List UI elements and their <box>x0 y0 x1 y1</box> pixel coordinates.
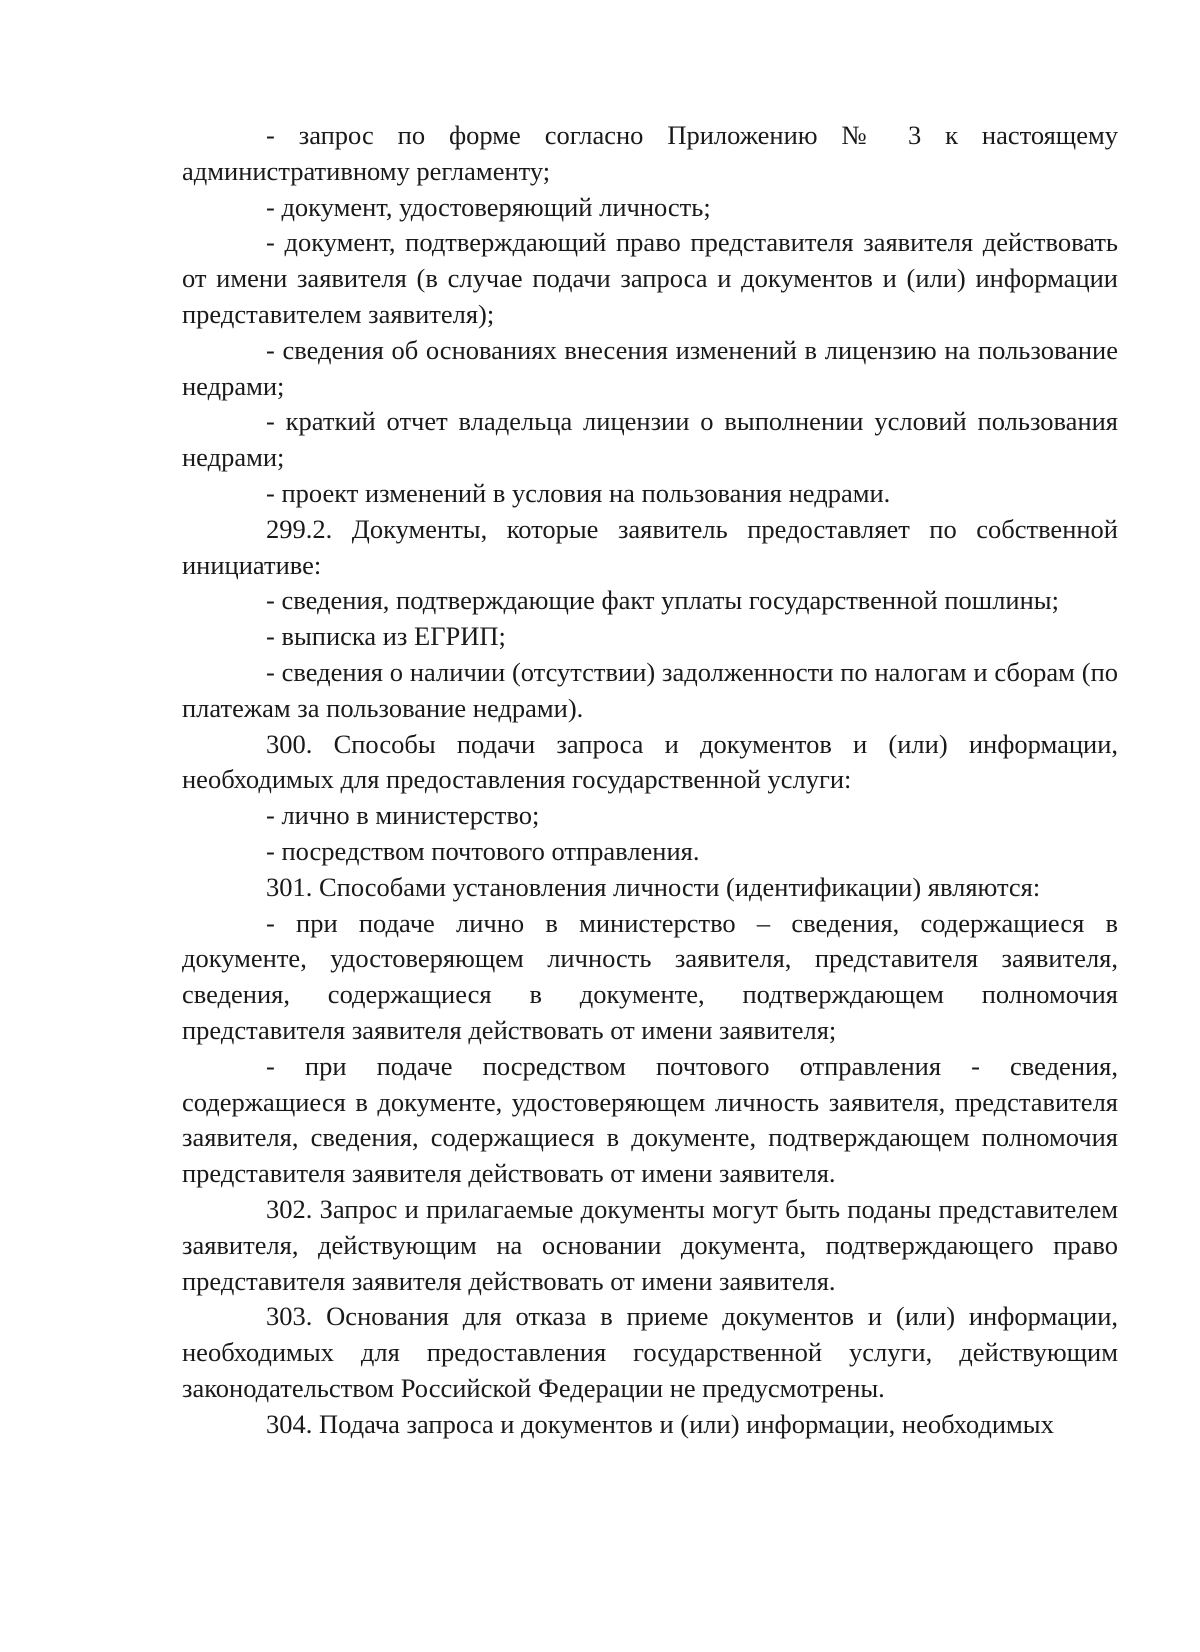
list-item-identification-in-person: - при подаче лично в министерство – сведения, содержащиеся в документе, удостоверяющем личность заявителя, представителя заявителя, сведения, содержащиеся в документе, подтверждающем полномочия представителя заявителя действовать от имени заявителя; <box>182 907 1118 1045</box>
list-item-egrip-extract: - выписка из ЕГРИП; <box>266 621 506 652</box>
section-301: 301. Способами установления личности (идентификации) являются: <box>266 871 1041 902</box>
section-303: 303. Основания для отказа в приеме документов и (или) информации, необходимых для предоставления государственной услуги, действующим законодательством Российской Федерации не предусмотрены. <box>182 1301 1118 1403</box>
section-299-2: 299.2. Документы, которые заявитель предоставляет по собственной инициативе: <box>182 513 1118 580</box>
section-300: 300. Способы подачи запроса и документов и (или) информации, необходимых для предоставления государственной услуги: <box>182 728 1118 795</box>
document-text <box>182 118 1118 1442</box>
list-item-change-draft: - проект изменений в условия на пользования недрами. <box>266 477 891 508</box>
list-item-duty-payment: - сведения, подтверждающие факт уплаты государственной пошлины; <box>266 585 1059 616</box>
section-302: 302. Запрос и прилагаемые документы могут быть поданы представителем заявителя, действующим на основании документа, подтверждающего право представителя заявителя действовать от имени заявителя. <box>182 1193 1118 1296</box>
list-item-identity-document: - документ, удостоверяющий личность; <box>266 191 711 222</box>
list-item-license-change-grounds: - сведения об основаниях внесения изменений в лицензию на пользование недрами; <box>182 334 1118 401</box>
section-304: 304. Подача запроса и документов и (или) информации, необходимых <box>266 1408 1054 1439</box>
list-item-request-form: - запрос по форме согласно Приложению № 3 к настоящему административному регламенту; <box>182 120 1118 186</box>
list-item-identification-by-mail: - при подаче посредством почтового отправления - сведения, содержащиеся в документе, удостоверяющем личность заявителя, представителя заявителя, сведения, содержащиеся в документе, подтверждающем полномочия представителя заявителя действовать от имени заявителя. <box>182 1050 1118 1189</box>
list-item-license-report: - краткий отчет владельца лицензии о выполнении условий пользования недрами; <box>182 406 1118 473</box>
list-item-in-person: - лично в министерство; <box>266 800 540 831</box>
list-item-tax-debt: - сведения о наличии (отсутствии) задолженности по налогам и сборам (по платежам за пользование недрами). <box>182 656 1118 723</box>
list-item-representative-authority: - документ, подтверждающий право представителя заявителя действовать от имени заявителя (в случае подачи запроса и документов и (или) информации представителем заявителя); <box>182 227 1118 329</box>
list-item-by-mail: - посредством почтового отправления. <box>266 835 700 866</box>
